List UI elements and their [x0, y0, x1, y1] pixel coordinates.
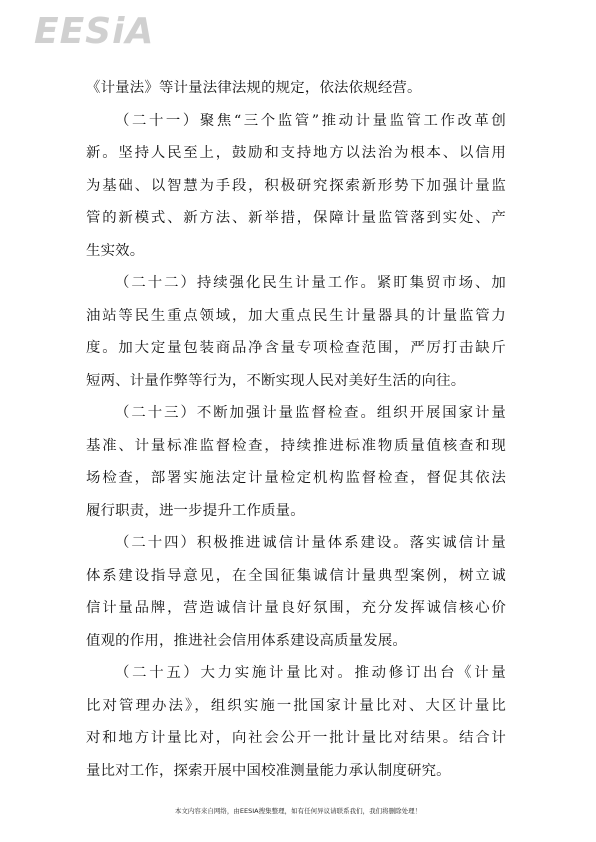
text-line: 比对管理办法》，组织实施一批国家计量比对、大区计量比	[86, 697, 506, 714]
text-line: （二十二）持续强化民生计量工作。紧盯集贸市场、加	[115, 275, 506, 291]
document-body	[86, 72, 506, 787]
text-line: 油站等民生重点领域，加大重点民生计量器具的计量监管力	[86, 307, 506, 324]
text-line: 生实效。	[86, 242, 145, 259]
text-line: 度。加大定量包装商品净含量专项检查范围，严厉打击缺斤	[86, 340, 506, 356]
text-line: （二十四）积极推进诚信计量体系建设。落实诚信计量	[115, 535, 506, 551]
text-line: （二十一）聚焦“三个监管”推动计量监管工作改革创	[115, 112, 506, 129]
paragraph	[86, 527, 506, 657]
text-line: 基准、计量标准监督检查，持续推进标准物质量值核查和现	[86, 437, 506, 454]
text-line: 场检查，部署实施法定计量检定机构监督检查，督促其依法	[86, 470, 506, 486]
text-line: 值观的作用，推进社会信用体系建设高质量发展。	[86, 632, 407, 649]
footer-notice: 本文内容来自网络，由EESIA搜集整理，如有任何异议请联系我们，我们将删除处理！	[174, 807, 422, 815]
text-line: 管的新模式、新方法、新举措，保障计量监管落到实处、产	[86, 210, 506, 226]
text-line: 履行职责，进一步提升工作质量。	[86, 502, 305, 519]
text-line: 信计量品牌，营造诚信计量良好氛围，充分发挥诚信核心价	[86, 600, 506, 616]
eesia-logo: EESiA	[34, 11, 155, 52]
paragraph	[86, 397, 506, 527]
text-line: 为基础、以智慧为手段，积极研究探索新形势下加强计量监	[86, 177, 506, 194]
text-line: 量比对工作，探索开展中国校准测量能力承认制度研究。	[86, 762, 451, 779]
text-line: 《计量法》等计量法律法规的规定，依法依规经营。	[86, 80, 422, 96]
text-line: 对和地方计量比对，向社会公开一批计量比对结果。结合计	[86, 730, 506, 746]
text-line: （二十三）不断加强计量监督检查。组织开展国家计量	[115, 405, 506, 421]
text-line: 新。坚持人民至上，鼓励和支持地方以法治为根本、以信用	[86, 145, 506, 161]
paragraph	[86, 657, 506, 787]
paragraph	[86, 72, 506, 105]
text-line: 短两、计量作弊等行为，不断实现人民对美好生活的向往。	[86, 372, 466, 389]
paragraph	[86, 267, 506, 397]
text-line: （二十五）大力实施计量比对。推动修订出台《计量	[115, 665, 506, 681]
paragraph	[86, 105, 506, 268]
text-line: 体系建设指导意见，在全国征集诚信计量典型案例，树立诚	[86, 567, 506, 584]
